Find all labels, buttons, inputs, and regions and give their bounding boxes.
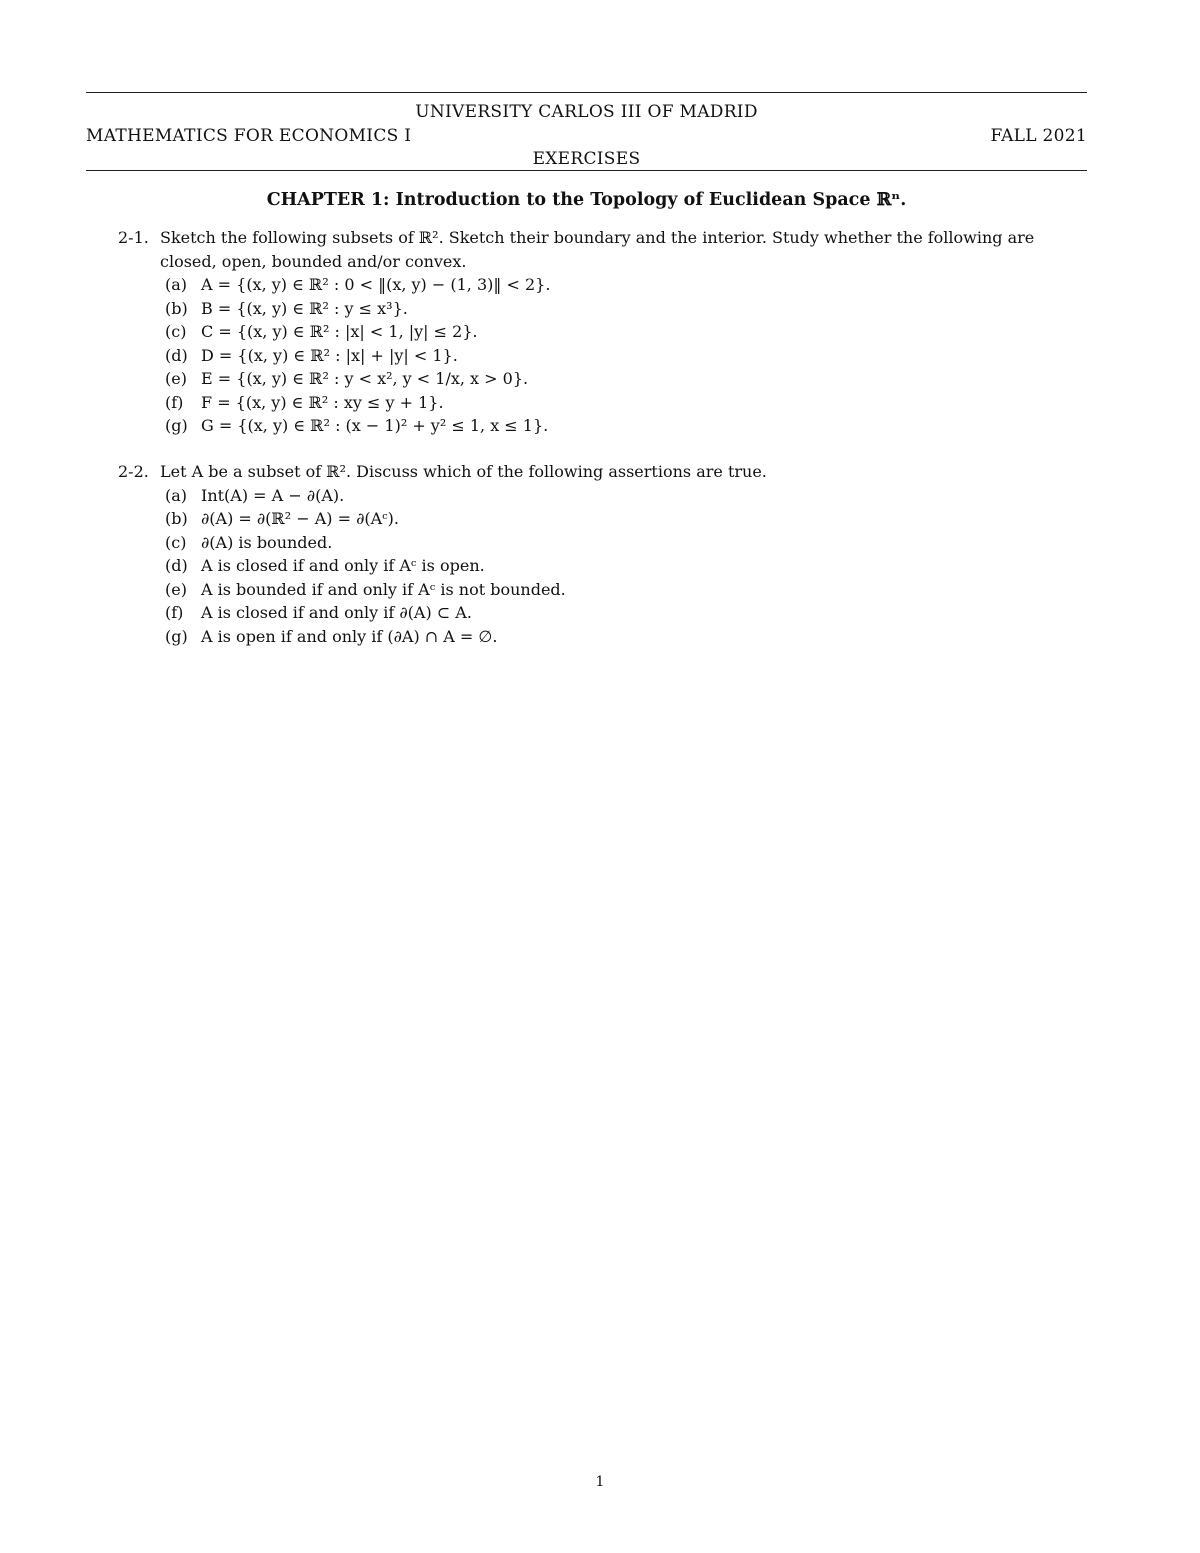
document-type: EXERCISES (532, 149, 641, 169)
exercise-number: 2-2. (118, 462, 149, 481)
term-label: FALL 2021 (990, 126, 1087, 146)
exercise-item: (e) A is bounded if and only if Aᶜ is not bounded. (165, 579, 566, 599)
exercise-item: (a) Int(A) = A − ∂(A). (165, 485, 345, 505)
exercise-item: (b) ∂(A) = ∂(ℝ² − A) = ∂(Aᶜ). (165, 509, 400, 528)
exercise-number: 2-1. (118, 228, 149, 247)
exercise-item: (c) C = {(x, y) ∈ ℝ² : |x| < 1, |y| ≤ 2}. (165, 322, 478, 341)
exercise-item: (f) F = {(x, y) ∈ ℝ² : xy ≤ y + 1}. (165, 392, 444, 412)
header-top-rule (86, 92, 1087, 93)
exercise-item: (b) B = {(x, y) ∈ ℝ² : y ≤ x³}. (165, 298, 408, 318)
exercise-item: (f) A is closed if and only if ∂(A) ⊂ A. (165, 603, 472, 622)
exercise-item: (c) ∂(A) is bounded. (165, 532, 333, 552)
exercise-prompt-continued: closed, open, bounded and/or convex. (160, 251, 467, 271)
chapter-label: CHAPTER 1: (266, 190, 390, 210)
exercise-item: (a) A = {(x, y) ∈ ℝ² : 0 < ‖(x, y) − (1, 3)‖ < 2}. (165, 275, 551, 294)
header-bottom-rule (86, 170, 1087, 171)
exercise-item: (e) E = {(x, y) ∈ ℝ² : y < x², y < 1/x, x > 0}. (165, 369, 529, 388)
exercise-item: (d) D = {(x, y) ∈ ℝ² : |x| + |y| < 1}. (165, 345, 458, 365)
exercise-items (118, 273, 1088, 438)
exercise-prompt: Let A be a subset of ℝ². Discuss which of the following assertions are true. (160, 462, 767, 481)
page-number: 1 (595, 1474, 605, 1490)
course-title: MATHEMATICS FOR ECONOMICS I (86, 126, 412, 146)
exercise-item: (d) A is closed if and only if Aᶜ is open. (165, 556, 485, 575)
exercise-2-1 (118, 226, 1088, 438)
university-name: UNIVERSITY CARLOS III OF MADRID (415, 102, 758, 122)
chapter-heading (86, 190, 1087, 210)
exercise-2-2 (118, 460, 1088, 648)
exercise-prompt: Sketch the following subsets of ℝ². Sketch their boundary and the interior. Study whether the following are (160, 228, 1035, 247)
exercise-items (118, 484, 1088, 649)
exercise-item: (g) G = {(x, y) ∈ ℝ² : (x − 1)² + y² ≤ 1, x ≤ 1}. (165, 416, 549, 435)
chapter-title: Introduction to the Topology of Euclidean Space ℝⁿ. (395, 190, 907, 210)
exercise-item: (g) A is open if and only if (∂A) ∩ A = ∅. (165, 626, 498, 646)
